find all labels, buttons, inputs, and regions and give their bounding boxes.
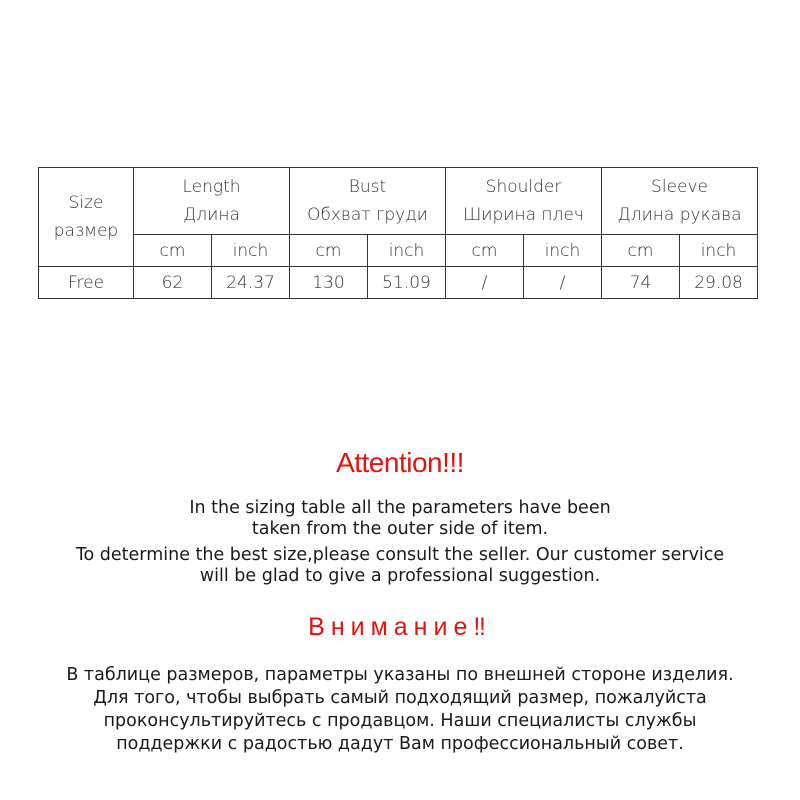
attention-heading-en: Attention!!! (336, 447, 464, 478)
sleeve-header-ru: Длина рукава (617, 205, 742, 225)
size-header-cell (39, 168, 134, 267)
unit-cell: cm (602, 235, 680, 267)
consult-note-line: To determine the best size,please consult the seller. Our customer service (75, 545, 725, 565)
note-ru-line: В таблице размеров, параметры указаны по внешней стороне изделия. (66, 665, 734, 685)
size-value-cell: Free (39, 267, 134, 299)
attention-heading-ru: Внимание‼ (308, 613, 492, 641)
sizing-note-en (0, 498, 800, 540)
value-cell: 130 (290, 267, 368, 299)
note-ru (0, 664, 800, 756)
consult-note-line: will be glad to give a professional suggestion. (199, 566, 601, 586)
bust-header-cell (290, 168, 446, 235)
bust-header-ru: Обхват груди (307, 205, 428, 225)
shoulder-header-ru: Ширина плеч (463, 205, 584, 225)
table-row (39, 267, 758, 299)
value-cell: / (446, 267, 524, 299)
unit-cell: cm (290, 235, 368, 267)
sizing-note-line: taken from the outer side of item. (251, 519, 549, 539)
value-cell: / (524, 267, 602, 299)
unit-cell: inch (368, 235, 446, 267)
note-ru-line: Для того, чтобы выбрать самый подходящий размер, пожалуйста (93, 688, 707, 708)
unit-cell: inch (680, 235, 758, 267)
value-cell: 24.37 (212, 267, 290, 299)
table-header-row (39, 168, 758, 235)
table-unit-row (39, 235, 758, 267)
value-cell: 51.09 (368, 267, 446, 299)
note-ru-line: поддержки с радостью дадут Вам профессиональный совет. (116, 734, 684, 754)
length-header-en: Length (182, 177, 241, 197)
unit-cell: inch (212, 235, 290, 267)
size-header-ru: размер (53, 221, 119, 241)
shoulder-header-en: Shoulder (485, 177, 562, 197)
value-cell: 74 (602, 267, 680, 299)
bust-header-en: Bust (348, 177, 387, 197)
sleeve-header-en: Sleeve (651, 177, 708, 197)
length-header-ru: Длина (183, 205, 240, 225)
shoulder-header-cell (446, 168, 602, 235)
note-ru-line: проконсультируйтесь с продавцом. Наши специалисты службы (103, 711, 697, 731)
unit-cell: cm (446, 235, 524, 267)
sizing-note-line: In the sizing table all the parameters have been (189, 498, 611, 518)
value-cell: 62 (134, 267, 212, 299)
sleeve-header-cell (602, 168, 758, 235)
length-header-cell (134, 168, 290, 235)
size-header-en: Size (68, 193, 104, 213)
size-table (38, 167, 758, 299)
unit-cell: inch (524, 235, 602, 267)
unit-cell: cm (134, 235, 212, 267)
consult-note-en (0, 545, 800, 587)
value-cell: 29.08 (680, 267, 758, 299)
